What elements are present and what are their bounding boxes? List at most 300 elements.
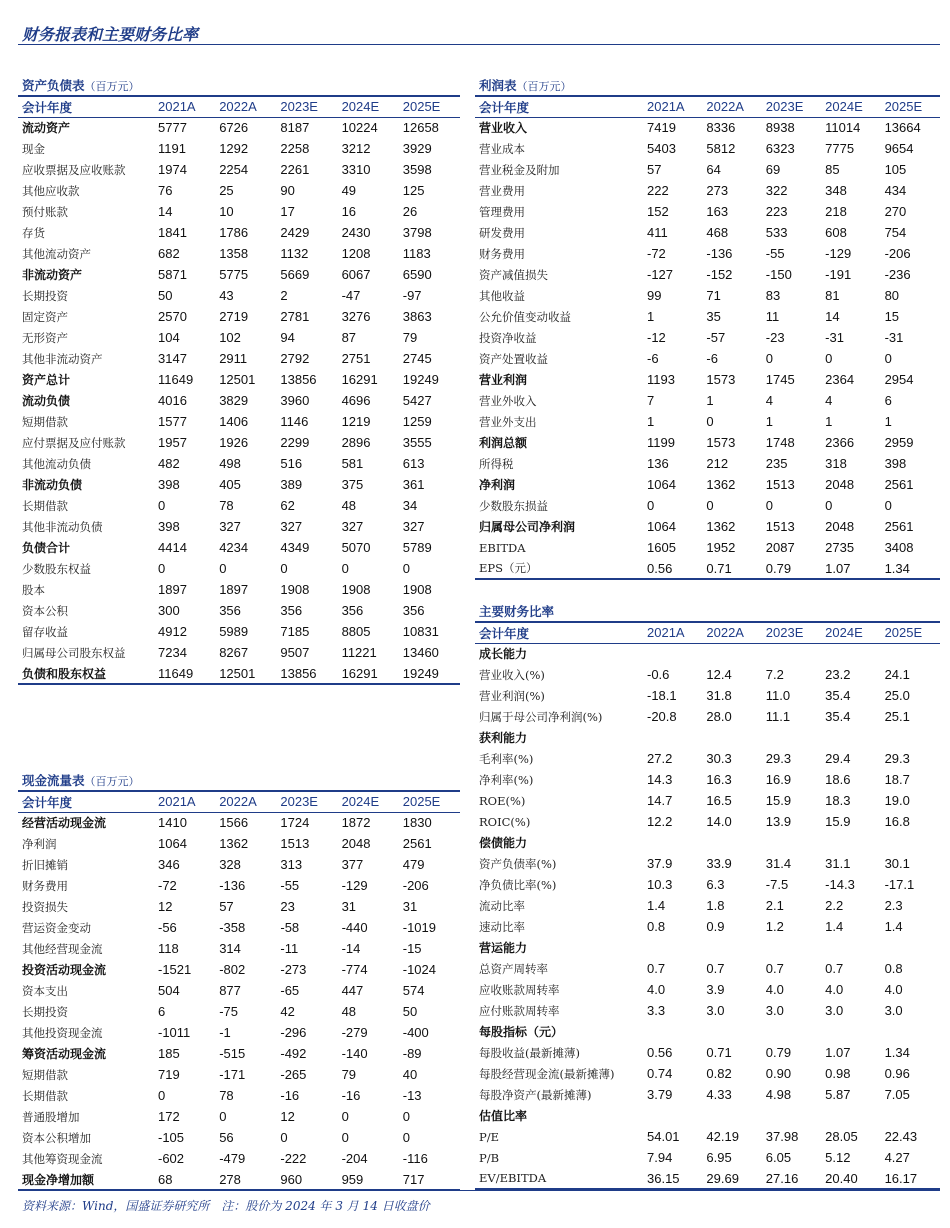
row-label: 流动比率 (479, 898, 525, 913)
table-row (475, 1063, 940, 1084)
cell-value: 218 (825, 204, 847, 219)
cell-value: 5812 (706, 141, 736, 156)
table-row (18, 390, 460, 411)
table-row (18, 1085, 460, 1106)
cell-value: 1897 (219, 582, 249, 597)
cell-value: 3555 (402, 435, 432, 450)
year-header: 2021A (643, 96, 702, 117)
cell-value: 16291 (341, 372, 378, 387)
year-header: 2025E (881, 96, 940, 117)
cell-value: -18.1 (647, 688, 677, 703)
cell-value: 1573 (706, 372, 736, 387)
row-label: 资本公积增加 (22, 1130, 91, 1145)
cell-value: 27.16 (762, 1168, 821, 1189)
cell-value: -23 (765, 330, 785, 345)
cell-value: 23 (280, 899, 295, 914)
cell-value: 498 (219, 456, 241, 471)
table-row (18, 1106, 460, 1127)
row-label: 研发费用 (479, 225, 525, 240)
cell-value: 3.0 (884, 1003, 903, 1018)
row-label: 管理费用 (479, 204, 525, 219)
cell-value: 13664 (884, 120, 921, 136)
cell-value: 28.0 (706, 709, 732, 724)
cell-value: 1897 (158, 582, 187, 597)
cell-value: 0.7 (825, 961, 844, 976)
cell-value: 23.2 (825, 667, 851, 682)
cell-value: 85 (825, 162, 840, 177)
cell-value: -31 (884, 330, 904, 345)
row-label: 短期借款 (22, 414, 68, 429)
year-header: 2025E (399, 791, 460, 812)
cell-value: 19249 (402, 372, 439, 387)
cell-value (643, 727, 702, 748)
cell-value: 0 (884, 351, 892, 366)
year-header: 2021A (154, 791, 215, 812)
cell-value: 15 (884, 309, 900, 324)
table-header-row (18, 791, 460, 812)
row-label: 投资净收益 (479, 330, 537, 345)
cell-value: 29.69 (702, 1168, 761, 1189)
cell-value: 2570 (158, 309, 187, 324)
table-row (475, 916, 940, 937)
table-row (18, 306, 460, 327)
cell-value: -17.1 (884, 877, 915, 892)
row-label: 经营活动现金流 (22, 816, 107, 831)
cell-value: 12 (158, 899, 173, 914)
cell-value: 16.3 (706, 772, 732, 787)
row-label: 流动负债 (22, 394, 71, 408)
cell-value: 1908 (280, 582, 310, 597)
cell-value: 118 (158, 941, 179, 956)
cell-value: 6 (884, 393, 892, 408)
cell-value (702, 643, 761, 664)
table-row (18, 432, 460, 453)
cell-value: 0 (706, 498, 714, 513)
cell-value: 0.96 (884, 1066, 910, 1081)
row-label: 营业费用 (479, 183, 525, 198)
cell-value: 1.2 (765, 919, 784, 934)
cell-value: 447 (341, 983, 364, 998)
table-row (18, 453, 460, 474)
income-statement-title (475, 77, 940, 95)
year-header: 2022A (702, 96, 761, 117)
row-label: 每股收益(最新摊薄) (479, 1045, 580, 1060)
cell-value: 19.0 (884, 793, 910, 808)
cell-value: 2430 (341, 225, 371, 240)
row-label: 营业利润(%) (479, 688, 545, 703)
cell-value (762, 832, 821, 853)
cell-value: -136 (706, 246, 733, 261)
cell-value: 222 (647, 183, 669, 198)
cell-value (881, 832, 940, 853)
table-row (475, 327, 940, 348)
cell-value: 0 (402, 1109, 410, 1124)
cell-value: 270 (884, 204, 907, 219)
row-label: 非流动负债 (22, 478, 83, 492)
cell-value: 405 (219, 477, 241, 492)
cell-value: 172 (158, 1109, 180, 1124)
cell-value: 2719 (219, 309, 249, 324)
cell-value: 10.3 (647, 877, 673, 892)
cell-value: 0.98 (825, 1066, 851, 1081)
cell-value: 0.8 (884, 961, 903, 976)
cell-value: 1259 (402, 414, 432, 429)
cell-value: 1362 (706, 519, 736, 534)
cell-value: 1146 (280, 414, 309, 429)
row-label: 营运资金变动 (22, 920, 91, 935)
row-label: 其他筹资现金流 (22, 1151, 103, 1166)
cash-flow-title (18, 772, 460, 790)
income-statement-table (475, 95, 940, 580)
cell-value: 7234 (158, 645, 187, 660)
table-row (18, 1127, 460, 1148)
row-label: 归属于母公司净利润(%) (479, 709, 603, 724)
table-row (475, 432, 940, 453)
cell-value: 960 (276, 1169, 337, 1190)
year-header: 2022A (215, 791, 276, 812)
cell-value: 1 (765, 414, 774, 429)
row-label: 预付账款 (22, 204, 68, 219)
table-row (475, 937, 940, 958)
table-row (18, 600, 460, 621)
table-row (475, 853, 940, 874)
cell-value: 11 (765, 309, 780, 324)
cell-value: 1362 (706, 477, 736, 492)
cell-value: 0.71 (706, 1045, 732, 1060)
cell-value: -152 (706, 267, 733, 282)
cell-value: 1786 (219, 225, 249, 240)
cell-value: -802 (219, 962, 246, 977)
cell-value: 516 (280, 456, 303, 471)
row-label: 股本 (22, 582, 45, 597)
cell-value: 3929 (402, 141, 432, 156)
table-row (475, 727, 940, 748)
table-row (475, 1021, 940, 1042)
cell-value: 13856 (276, 663, 337, 684)
cell-value: 0.90 (765, 1066, 792, 1081)
cell-value: 136 (647, 456, 669, 471)
cell-value: 62 (280, 498, 295, 513)
table-row (475, 117, 940, 138)
cell-value: 12.4 (706, 667, 732, 682)
cell-value: 1191 (158, 141, 186, 156)
cell-value: 50 (402, 1004, 418, 1019)
cell-value: 1 (647, 309, 655, 324)
year-header: 2024E (338, 791, 399, 812)
cell-value: 0.71 (702, 558, 761, 579)
cell-value: 42.19 (706, 1129, 739, 1144)
row-label: 投资损失 (22, 899, 68, 914)
cell-value: 278 (215, 1169, 276, 1190)
header-label: 会计年度 (475, 622, 643, 643)
cell-value: 43 (219, 288, 234, 303)
table-row (475, 1000, 940, 1021)
cell-value: 99 (647, 288, 662, 303)
row-label: 每股经营现金流(最新摊薄) (479, 1066, 615, 1081)
cell-value: 300 (158, 603, 180, 618)
row-label: 留存收益 (22, 624, 68, 639)
cell-value (702, 937, 761, 958)
table-row (18, 201, 460, 222)
cell-value: -97 (402, 288, 422, 303)
table-row (18, 833, 460, 854)
year-header: 2023E (762, 96, 821, 117)
cell-value: 361 (402, 477, 425, 492)
table-row (475, 558, 940, 579)
cell-value: 682 (158, 246, 180, 261)
cell-value: 1577 (158, 414, 187, 429)
row-label: 固定资产 (22, 309, 68, 324)
cell-value: -296 (280, 1025, 307, 1040)
table-row (18, 474, 460, 495)
row-label: 资产总计 (22, 373, 71, 387)
cell-value: 5427 (402, 393, 432, 408)
cell-value: 0 (884, 498, 892, 513)
cell-value: 78 (219, 1088, 234, 1103)
cell-value: 6726 (219, 120, 249, 136)
cell-value: -20.8 (647, 709, 677, 724)
table-row (475, 453, 940, 474)
cell-value: 318 (825, 456, 847, 471)
cell-value: 1957 (158, 435, 187, 450)
cell-value: 719 (158, 1067, 180, 1082)
cell-value: 90 (280, 183, 295, 198)
table-row (475, 1126, 940, 1147)
cell-value: 36.15 (643, 1168, 702, 1189)
cell-value: -14 (341, 941, 361, 956)
cell-value: 356 (219, 603, 241, 618)
cell-value: 1362 (219, 836, 249, 851)
cell-value: 1064 (647, 519, 676, 534)
cell-value: -116 (402, 1151, 428, 1166)
cell-value: 0.7 (647, 961, 666, 976)
cell-value: 6.05 (765, 1150, 792, 1165)
cell-value: 27.2 (647, 751, 673, 766)
cell-value: 19249 (399, 663, 460, 684)
cell-value: 48 (341, 1004, 357, 1019)
cell-value: 16291 (338, 663, 399, 684)
cell-value: 1358 (219, 246, 249, 261)
cell-value: 11221 (341, 645, 377, 660)
cell-value: 2.3 (884, 898, 903, 913)
cell-value: 11.1 (765, 709, 791, 724)
footer-divider (18, 1190, 940, 1191)
table-row (475, 811, 940, 832)
cell-value: 4414 (158, 540, 187, 555)
title-divider (18, 44, 940, 45)
cell-value: 15.9 (765, 793, 792, 808)
cell-value: 35 (706, 309, 721, 324)
cell-value (643, 832, 702, 853)
cell-value: 1724 (280, 815, 310, 831)
cell-value: 0 (765, 351, 774, 366)
cell-value: 185 (158, 1046, 180, 1061)
cell-value: 3.9 (706, 982, 725, 997)
cell-value: -55 (280, 878, 300, 893)
cell-value: 16.9 (765, 772, 792, 787)
cell-value: -16 (341, 1088, 361, 1103)
cell-value: 3960 (280, 393, 310, 408)
header-label: 会计年度 (18, 96, 154, 117)
row-label: 偿债能力 (479, 836, 528, 850)
cell-value: 327 (341, 519, 364, 534)
row-label: 资产减值损失 (479, 267, 548, 282)
table-row (475, 495, 940, 516)
cell-value: 5070 (341, 540, 371, 555)
table-row (475, 201, 940, 222)
cell-value: 6.3 (706, 877, 725, 892)
cell-value: -105 (158, 1130, 185, 1145)
row-label: 其他非流动资产 (22, 351, 103, 366)
cell-value: 13460 (402, 645, 439, 660)
cell-value: 105 (884, 162, 907, 177)
cell-value: 16.5 (706, 793, 732, 808)
cell-value: 0 (219, 1109, 227, 1124)
table-row (475, 643, 940, 664)
cell-value: 2954 (884, 372, 914, 387)
cell-value: 327 (402, 519, 425, 534)
row-label: 总资产周转率 (479, 961, 548, 976)
row-label: 少数股东权益 (22, 561, 91, 576)
cell-value: 313 (280, 857, 303, 872)
row-label: 应收账款周转率 (479, 982, 560, 997)
cell-value: 1 (825, 414, 833, 429)
table-header-row (18, 96, 460, 117)
table-row (18, 516, 460, 537)
row-label: 净负债比率(%) (479, 877, 557, 892)
cell-value: 2 (280, 288, 288, 303)
cell-value (762, 727, 821, 748)
cell-value: 2.2 (825, 898, 844, 913)
row-label: 资产处置收益 (479, 351, 548, 366)
row-label: 无形资产 (22, 330, 68, 345)
table-row (475, 769, 940, 790)
table-row (18, 1001, 460, 1022)
table-row (475, 664, 940, 685)
table-row (18, 621, 460, 642)
cell-value: 3.0 (825, 1003, 844, 1018)
cell-value: 31 (341, 899, 357, 914)
table-row (475, 685, 940, 706)
cell-value: -75 (219, 1004, 238, 1019)
year-header: 2025E (881, 622, 940, 643)
cell-value: 608 (825, 225, 847, 240)
row-label: 营业利润 (479, 373, 528, 387)
cell-value: 30.1 (884, 856, 910, 871)
table-row (18, 537, 460, 558)
row-label: 营业外支出 (479, 414, 537, 429)
year-header: 2022A (215, 96, 276, 117)
cell-value: 37.98 (765, 1129, 799, 1144)
row-label: 营业收入(%) (479, 667, 545, 682)
row-label: 营业外收入 (479, 393, 537, 408)
cell-value: 3.0 (706, 1003, 725, 1018)
cell-value: 398 (158, 519, 180, 534)
cell-value: 0.74 (647, 1066, 673, 1081)
cell-value: 356 (402, 603, 425, 618)
cell-value: 34 (402, 498, 418, 513)
cell-value: 1605 (647, 540, 676, 555)
cell-value: 1.4 (884, 919, 903, 934)
cell-value: 1.07 (825, 1045, 851, 1060)
table-row (475, 979, 940, 1000)
row-label: 资本公积 (22, 603, 68, 618)
cell-value: 314 (219, 941, 241, 956)
cell-value: 2048 (341, 836, 371, 851)
table-row (18, 938, 460, 959)
row-label: P/E (479, 1129, 500, 1144)
cell-value: 1926 (219, 435, 249, 450)
cell-value: 356 (341, 603, 364, 618)
table-row (475, 706, 940, 727)
cell-value: 5775 (219, 267, 249, 282)
cell-value: 4696 (341, 393, 371, 408)
year-header: 2024E (821, 96, 880, 117)
table-row (475, 390, 940, 411)
cell-value: 1748 (765, 435, 795, 450)
cell-value: 35.4 (825, 688, 851, 703)
cell-value: 1908 (341, 582, 371, 597)
table-row (18, 369, 460, 390)
cell-value: -13 (402, 1088, 422, 1103)
cell-value (881, 1105, 940, 1126)
cell-value: 7775 (825, 141, 855, 156)
cell-value: 2745 (402, 351, 432, 366)
cell-value (762, 643, 821, 664)
cell-value (821, 727, 880, 748)
cell-value (881, 937, 940, 958)
table-row (18, 348, 460, 369)
row-label: 少数股东损益 (479, 498, 548, 513)
row-label: 营运能力 (479, 941, 528, 955)
cell-value: 2896 (341, 435, 371, 450)
cell-value: 8267 (219, 645, 249, 660)
cell-value: 163 (706, 204, 729, 219)
table-row (475, 306, 940, 327)
cell-value: 3863 (402, 309, 432, 324)
cell-value: 7.05 (884, 1087, 910, 1102)
cell-value (821, 643, 880, 664)
table-row (18, 642, 460, 663)
balance-sheet-table (18, 95, 460, 685)
cell-value: -47 (341, 288, 361, 303)
table-row (475, 243, 940, 264)
cell-value: 1974 (158, 162, 187, 177)
cell-value: 2048 (825, 477, 855, 492)
cell-value: 1132 (280, 246, 309, 261)
cell-value: 6 (158, 1004, 166, 1019)
cell-value: 4 (765, 393, 774, 408)
cell-value (762, 1021, 821, 1042)
cell-value (881, 643, 940, 664)
table-row (475, 180, 940, 201)
cell-value: 0 (158, 498, 166, 513)
cell-value: 11649 (158, 372, 194, 387)
cell-value: 1745 (765, 372, 795, 387)
cell-value: 14.3 (647, 772, 673, 787)
cell-value: 5.87 (825, 1087, 851, 1102)
cell-value: 479 (402, 857, 425, 872)
ratios-title-text: 主要财务比率 (479, 604, 555, 619)
cell-value: 16 (341, 204, 357, 219)
cell-value: -127 (647, 267, 674, 282)
cell-value: 8805 (341, 624, 371, 639)
table-row (475, 874, 940, 895)
cell-value: 348 (825, 183, 847, 198)
row-label: 资本支出 (22, 983, 68, 998)
cell-value: 8187 (280, 120, 310, 136)
cell-value: 94 (280, 330, 295, 345)
